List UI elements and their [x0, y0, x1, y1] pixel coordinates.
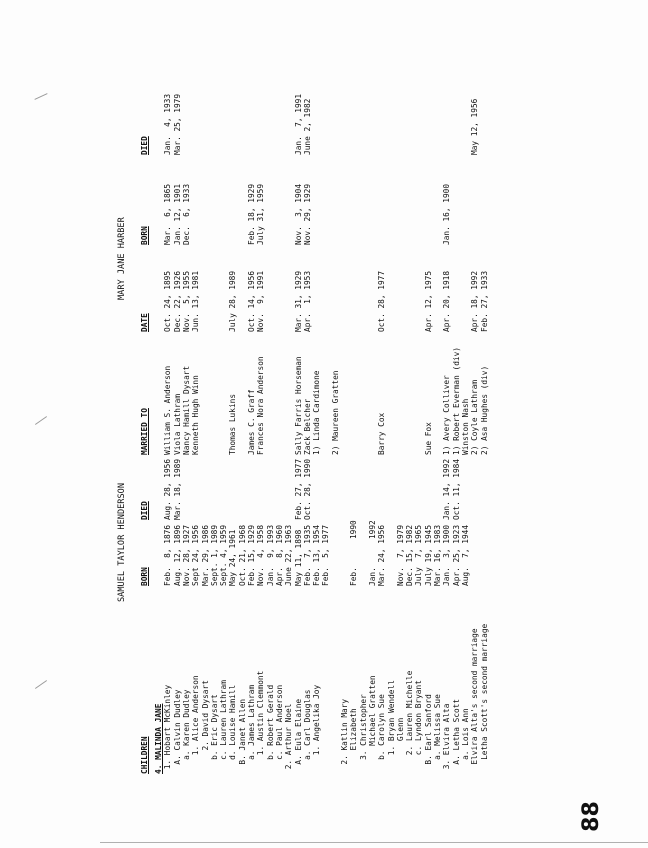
- child-name: b. Eric Dysart: [209, 694, 219, 774]
- spouse-died: Jan. 7, 1991: [293, 93, 303, 155]
- child-born: June 22, 1963: [284, 524, 294, 586]
- child-died: Oct. 28, 1990: [302, 458, 312, 520]
- spouse-died: Mar. 25, 1979: [172, 93, 182, 155]
- child-name: 3. Elvira Alta: [442, 703, 452, 774]
- spouse-name: Sue Fox: [423, 422, 433, 455]
- child-name: a. James Lathram: [247, 684, 256, 774]
- spouse-name: Viola Lathram: [172, 393, 182, 455]
- child-name: b. Carolyn Sue: [377, 694, 387, 774]
- child-born: Dec. 15, 1982: [405, 524, 415, 586]
- spouse-name: 2) Coyle Lathram: [470, 379, 480, 455]
- marriage-date: Apr. 1, 1953: [302, 270, 312, 332]
- marriage-date: Apr. 18, 1992: [470, 270, 480, 332]
- child-died: Aug. 28, 1956: [163, 458, 173, 520]
- child-name: 2. David Dysart: [200, 680, 210, 774]
- spouse-name: Thomas Lukins: [228, 393, 238, 455]
- child-born: Aug. 12, 1896: [172, 524, 182, 586]
- child-name: Elizabeth: [349, 708, 359, 774]
- child-name: 2. Katlin Mary: [340, 698, 349, 774]
- child-born: Mar. 16, 1983: [433, 524, 442, 586]
- child-name: Michael Gratten: [367, 675, 377, 774]
- child-born: Nov. 7, 1979: [395, 524, 405, 586]
- child-died: Mar. 18, 1989: [172, 458, 182, 520]
- marriage-date: Apr. 12, 1975: [423, 270, 433, 332]
- spouse-name: Barry Cox: [377, 412, 387, 455]
- child-born: Feb. 5, 1977: [321, 524, 331, 586]
- child-name: A. Eula Elaine: [293, 698, 303, 774]
- spouse-name: William S. Anderson: [163, 365, 173, 455]
- child-name: a. Lois Ann: [460, 708, 470, 774]
- spouse-name: 2) Maureen Gratten: [330, 370, 340, 455]
- child-died: Oct. 11, 1984: [451, 458, 461, 520]
- child-born: Sept 24, 1956: [191, 524, 201, 586]
- child-name: B. Earl Sanford: [423, 694, 433, 774]
- spouse-name: James C. Graff: [247, 389, 256, 455]
- spouse-name: Frances Nora Anderson: [256, 356, 266, 455]
- spouse-born: Mar. 6, 1865: [163, 183, 173, 245]
- marriage-date: Jun. 13, 1981: [191, 270, 201, 332]
- spouse-name: Sally Farris Horseman: [293, 356, 303, 455]
- child-name: 1. Austin Clemmont: [256, 670, 266, 774]
- child-born: Feb. 15, 1929: [247, 524, 256, 586]
- header-spouse-born: BORN: [140, 226, 149, 245]
- header-date: DATE: [140, 313, 149, 332]
- child-name: c. Paul Anderson: [274, 684, 284, 774]
- child-born: Sept. 1, 1989: [209, 524, 219, 586]
- spouse-born: Jan. 12, 1901: [172, 183, 182, 245]
- child-born: Jan. 3, 1900: [442, 524, 452, 586]
- scan-mark: [100, 842, 648, 843]
- child-name: 3. Christopher: [358, 694, 368, 774]
- marriage-date: July 28, 1989: [228, 270, 238, 332]
- spouse-born: Feb. 18, 1929: [247, 183, 256, 245]
- spouse-name: Kenneth Hugh Winn: [191, 375, 201, 455]
- child-name: 2. Lauren Michelle: [405, 670, 415, 774]
- marriage-date: Nov. 5, 1955: [181, 270, 191, 332]
- title-mother: MARY JANE HARBER: [117, 217, 127, 300]
- marriage-date: Apr. 20, 1918: [442, 270, 452, 332]
- page-number: 88: [578, 801, 604, 832]
- child-born: Sept. 4, 1959: [219, 524, 229, 586]
- child-born: Feb. 1990: [349, 520, 359, 586]
- spouse-name: Winston Nash: [460, 398, 470, 455]
- child-name: a. Carl Douglas: [302, 689, 312, 774]
- spouse-died: June 2, 1982: [302, 98, 312, 155]
- spouse-name: 1) Avery Colliver: [442, 375, 452, 455]
- child-born: July 7, 1965: [414, 524, 424, 586]
- child-name: c. Lyndon Bryant: [414, 680, 424, 774]
- child-name: 1. Hobart McKinley: [163, 684, 173, 774]
- child-born: Mar. 24, 1956: [377, 524, 387, 586]
- child-born: Feb. 8, 1876: [163, 524, 173, 586]
- header-children: CHILDREN: [140, 736, 149, 774]
- child-name: d. Louise Hamill: [228, 684, 238, 774]
- header-died: DIED: [140, 501, 149, 520]
- marriage-date: Nov. 9, 1991: [256, 270, 266, 332]
- child-born: Feb. 7, 1935: [302, 524, 312, 586]
- child-name: a. Melissa Sue: [433, 694, 442, 774]
- child-born: Nov. 28, 1927: [181, 524, 191, 586]
- marriage-date: Mar. 31, 1929: [293, 270, 303, 332]
- child-name: 2. Arthur Noel: [284, 703, 294, 774]
- spouse-name: 1) Robert Everman (div): [451, 347, 461, 455]
- child-born: July 19, 1945: [423, 524, 433, 586]
- spouse-name: Zack Belcher: [302, 398, 312, 455]
- marriage-date: Dec. 22, 1926: [172, 270, 182, 332]
- scan-mark: [35, 416, 47, 425]
- marriage-date: Oct. 28, 1977: [377, 270, 387, 332]
- child-name: 1. Angelika Joy: [312, 684, 322, 774]
- spouse-born: Nov. 29, 1929: [302, 183, 312, 245]
- child-born: Mar. 29, 1986: [200, 524, 210, 586]
- spouse-name: 2) Asa Hughes (div): [479, 365, 489, 455]
- marriage-date: Feb. 27, 1933: [479, 270, 489, 332]
- scan-mark: [35, 680, 47, 689]
- child-name: A. Letha Scott: [451, 698, 461, 774]
- child-born: May 24, 1961: [228, 529, 238, 586]
- child-name: c. Lauren Lathram: [219, 680, 229, 774]
- title-father: SAMUEL TAYLOR HENDERSON: [117, 483, 127, 602]
- header-born: BORN: [140, 567, 149, 586]
- child-born: Apr. 8, 1960: [274, 524, 284, 586]
- child-name: Elvira Alta's second marriage: [470, 628, 480, 774]
- child-name: B. Janet Allen: [237, 698, 247, 774]
- child-died: Feb. 27, 1977: [293, 458, 303, 520]
- spouse-born: Jan. 16, 1900: [442, 183, 452, 245]
- child-name: a. Karen Dudley: [181, 689, 191, 774]
- child-name: 1. Alice Anderson: [191, 675, 201, 774]
- child-born: Oct. 21, 1968: [237, 524, 247, 586]
- spouse-name: Nancy Hamill Dysart: [181, 365, 191, 455]
- child-born: May 11, 1898: [293, 529, 303, 586]
- rotated-record-sheet: [112, 10, 648, 810]
- child-born: Aug. 7, 1944: [460, 524, 470, 586]
- child-born: Jan. 9, 1993: [265, 524, 275, 586]
- spouse-died: Jan. 4, 1933: [163, 93, 173, 155]
- header-spouse-died: DIED: [140, 136, 149, 155]
- child-died: Jan. 14, 1992: [442, 458, 452, 520]
- scan-mark: [34, 93, 47, 100]
- marriage-date: Oct. 14, 1956: [247, 270, 256, 332]
- header-married-to: MARRIED TO: [140, 408, 149, 455]
- child-name: 1. Bryan Wendell: [386, 680, 396, 774]
- spouse-born: Dec. 6, 1933: [181, 183, 191, 245]
- child-born: Jan. 1992: [367, 520, 377, 586]
- child-name: A. Calvin Dudley: [172, 689, 182, 774]
- child-name: Letha Scott's second marriage: [479, 623, 489, 774]
- spouse-born: July 31, 1959: [256, 183, 266, 245]
- child-born: Nov. 4, 1958: [256, 524, 266, 586]
- spouse-died: May 12, 1956: [470, 98, 480, 155]
- child-name: b. Robert Gerald: [265, 684, 275, 774]
- spouse-name: 1) Linda Cardimone: [312, 370, 322, 455]
- marriage-date: Oct. 24, 1895: [163, 270, 173, 332]
- child-born: Apr. 25, 1923: [451, 524, 461, 586]
- spouse-born: Nov. 3, 1904: [293, 183, 303, 245]
- child-name: Glenn: [395, 717, 405, 774]
- child-name: 4. MALINDA JANE: [154, 703, 163, 774]
- child-born: Feb. 13, 1954: [312, 524, 322, 586]
